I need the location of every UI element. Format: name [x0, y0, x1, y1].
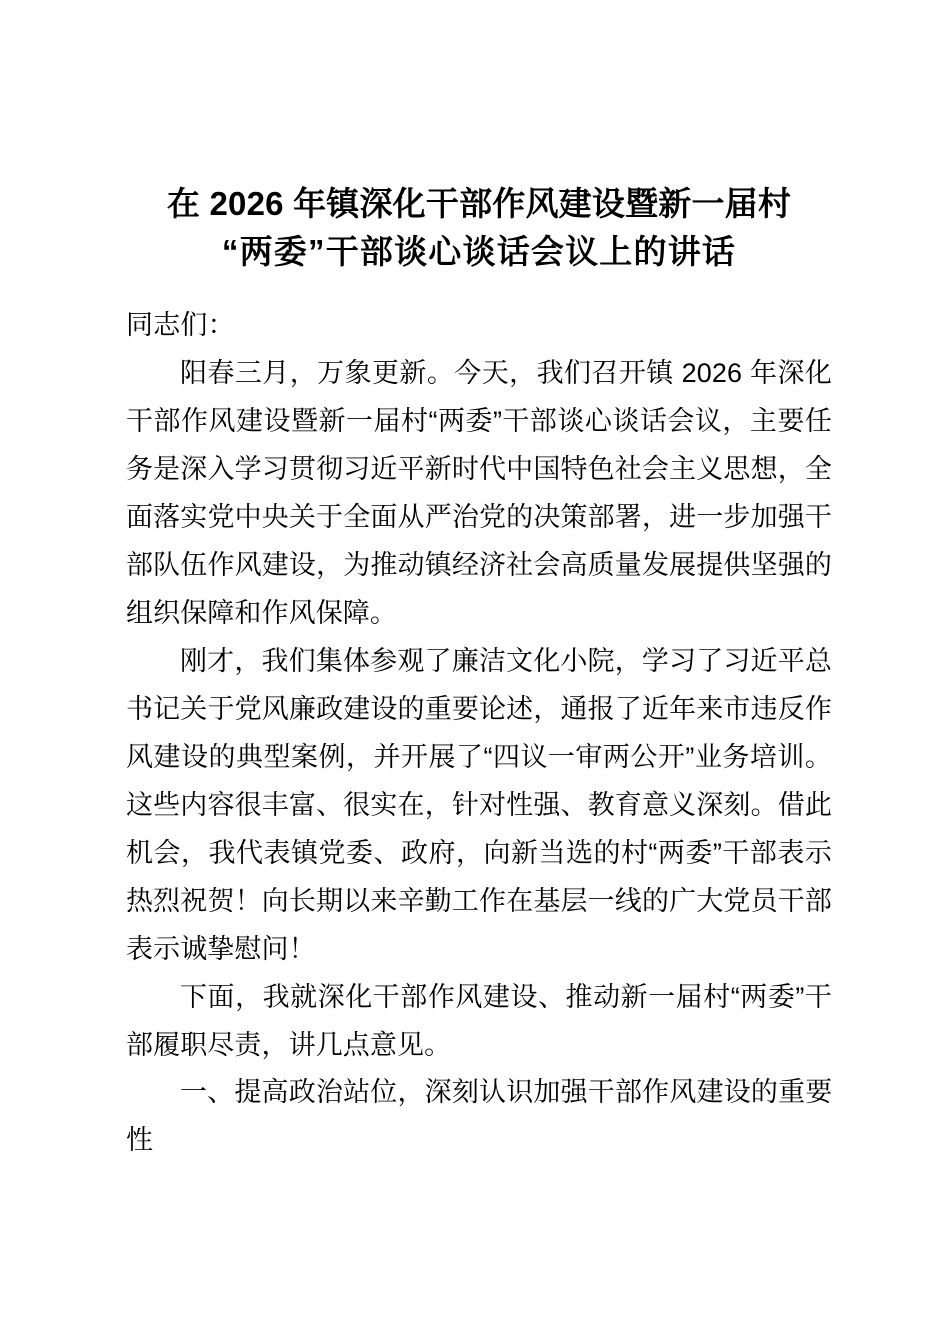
section-heading-1: 一、提高政治站位，深刻认识加强干部作风建设的重要性 — [126, 1077, 832, 1156]
page-title — [126, 0, 832, 276]
paragraph-1: 阳春三月，万象更新。今天，我们召开镇 2026 年深化干部作风建设暨新一届村“两委”干部谈心谈话会议，主要任务是深入学习贯彻习近平新时代中国特色社会主义思想，全面落实党中央关于全面从严治党的决策部署，进一步加强干部队伍作风建设，为推动镇经济社会高质量发展提供坚强的组织保障和作风保障。 — [126, 358, 832, 628]
paragraph-3: 下面，我就深化干部作风建设、推动新一届村“两委”干部履职尽责，讲几点意见。 — [126, 982, 832, 1060]
paragraph-2: 刚才，我们集体参观了廉洁文化小院，学习了习近平总书记关于党风廉政建设的重要论述，通报了近年来市违反作风建设的典型案例，并开展了“四议一审两公开”业务培训。这些内容很丰富、很实在，针对性强、教育意义深刻。借此机会，我代表镇党委、政府，向新当选的村“两委”干部表示热烈祝贺！向长期以来辛勤工作在基层一线的广大党员干部表示诚挚慰问！ — [126, 646, 832, 964]
salutation: 同志们： — [126, 310, 235, 340]
title-line-2: “两委”干部谈心谈话会议上的讲话 — [221, 233, 737, 270]
title-line-1: 在 2026 年镇深化干部作风建设暨新一届村 — [166, 185, 792, 222]
document-body — [126, 0, 832, 1165]
